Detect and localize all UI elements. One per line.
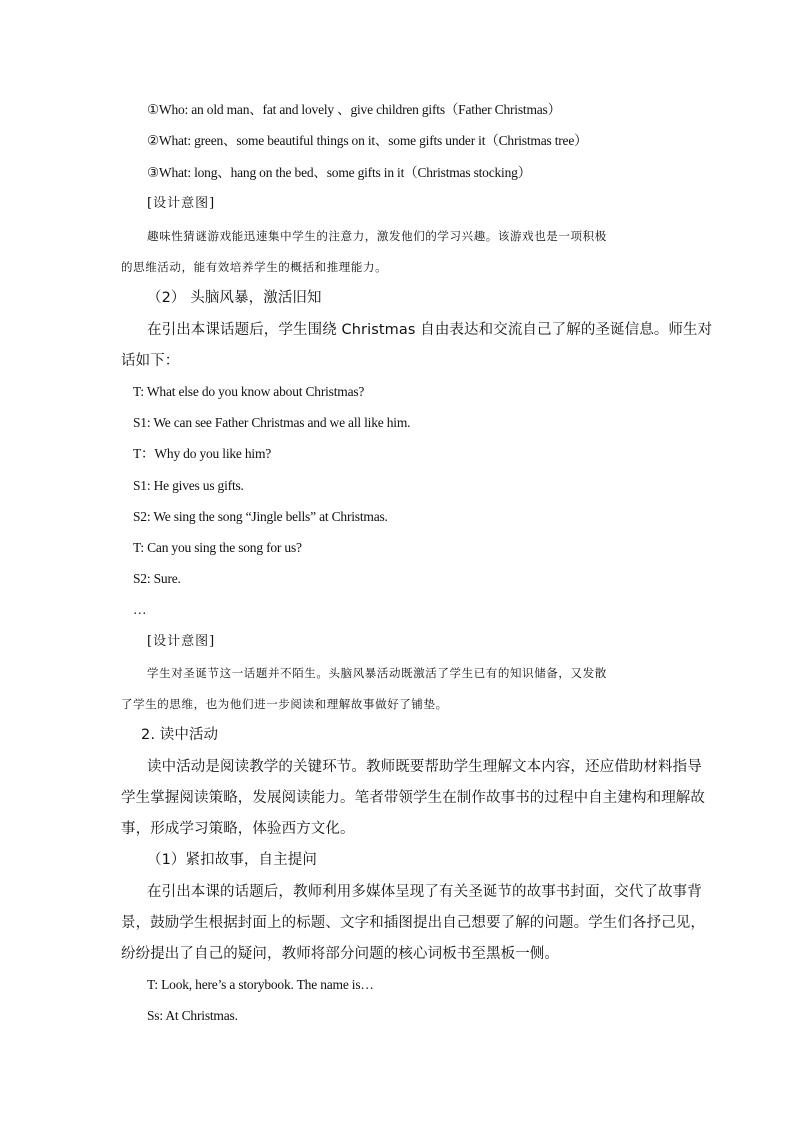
clue-what-stocking: ③What: long、hang on the bed、some gifts in it（Christmas stocking） bbox=[147, 165, 532, 180]
design-intent-text: 的思维活动，能有效培养学生的概括和推理能力。 bbox=[121, 260, 388, 274]
dialogue-line: S2: We sing the song “Jingle bells” at Christmas. bbox=[133, 509, 388, 524]
paragraph-text: 在引出本课话题后，学生围绕 Christmas 自由表达和交流自己了解的圣诞信息。师生对 bbox=[147, 322, 713, 338]
dialogue-line: T：Why do you like him? bbox=[133, 446, 272, 461]
design-intent-text: 趣味性猜谜游戏能迅速集中学生的注意力，激发他们的学习兴趣。该游戏也是一项积极 bbox=[147, 229, 607, 243]
paragraph-text: 在引出本课的话题后，教师利用多媒体呈现了有关圣诞节的故事书封面，交代了故事背 bbox=[147, 884, 702, 900]
paragraph-text: 读中活动是阅读教学的关键环节。教师既要帮助学生理解文本内容，还应借助材料指导 bbox=[147, 759, 702, 775]
paragraph-text: 学生掌握阅读策略，发展阅读能力。笔者带领学生在制作故事书的过程中自主建构和理解故 bbox=[121, 790, 705, 806]
design-intent-text: 学生对圣诞节这一话题并不陌生。头脑风暴活动既激活了学生已有的知识储备，又发散 bbox=[147, 666, 607, 680]
subsection-heading: （1）紧扣故事，自主提问 bbox=[147, 852, 317, 868]
dialogue-line: S1: We can see Father Christmas and we all like him. bbox=[133, 415, 411, 430]
clue-who: ①Who: an old man、fat and lovely 、give children gifts（Father Christmas） bbox=[147, 102, 561, 117]
design-intent-label: [设计意图] bbox=[147, 196, 216, 211]
design-intent-text: 了学生的思维，也为他们进一步阅读和理解故事做好了铺垫。 bbox=[121, 697, 448, 711]
ellipsis: … bbox=[133, 602, 147, 617]
paragraph-text: 事，形成学习策略，体验西方文化。 bbox=[121, 821, 355, 837]
dialogue-line: T: Look, here’s a storybook. The name is… bbox=[147, 977, 374, 992]
section-heading: 2. 读中活动 bbox=[141, 727, 219, 743]
design-intent-label: [设计意图] bbox=[147, 634, 216, 649]
paragraph-text: 话如下： bbox=[121, 353, 180, 369]
paragraph-text: 纷纷提出了自己的疑问，教师将部分问题的核心词板书至黑板一侧。 bbox=[121, 946, 559, 962]
dialogue-line: Ss: At Christmas. bbox=[147, 1008, 238, 1023]
dialogue-line: T: What else do you know about Christmas? bbox=[133, 384, 365, 399]
dialogue-line: T: Can you sing the song for us? bbox=[133, 540, 302, 555]
clue-what-tree: ②What: green、some beautiful things on it、some gifts under it（Christmas tree） bbox=[147, 133, 588, 148]
section-heading: （2） 头脑风暴，激活旧知 bbox=[147, 290, 322, 306]
dialogue-line: S2: Sure. bbox=[133, 571, 181, 586]
dialogue-line: S1: He gives us gifts. bbox=[133, 478, 244, 493]
paragraph-text: 景，鼓励学生根据封面上的标题、文字和插图提出自己想要了解的问题。学生们各抒己见， bbox=[121, 915, 705, 931]
